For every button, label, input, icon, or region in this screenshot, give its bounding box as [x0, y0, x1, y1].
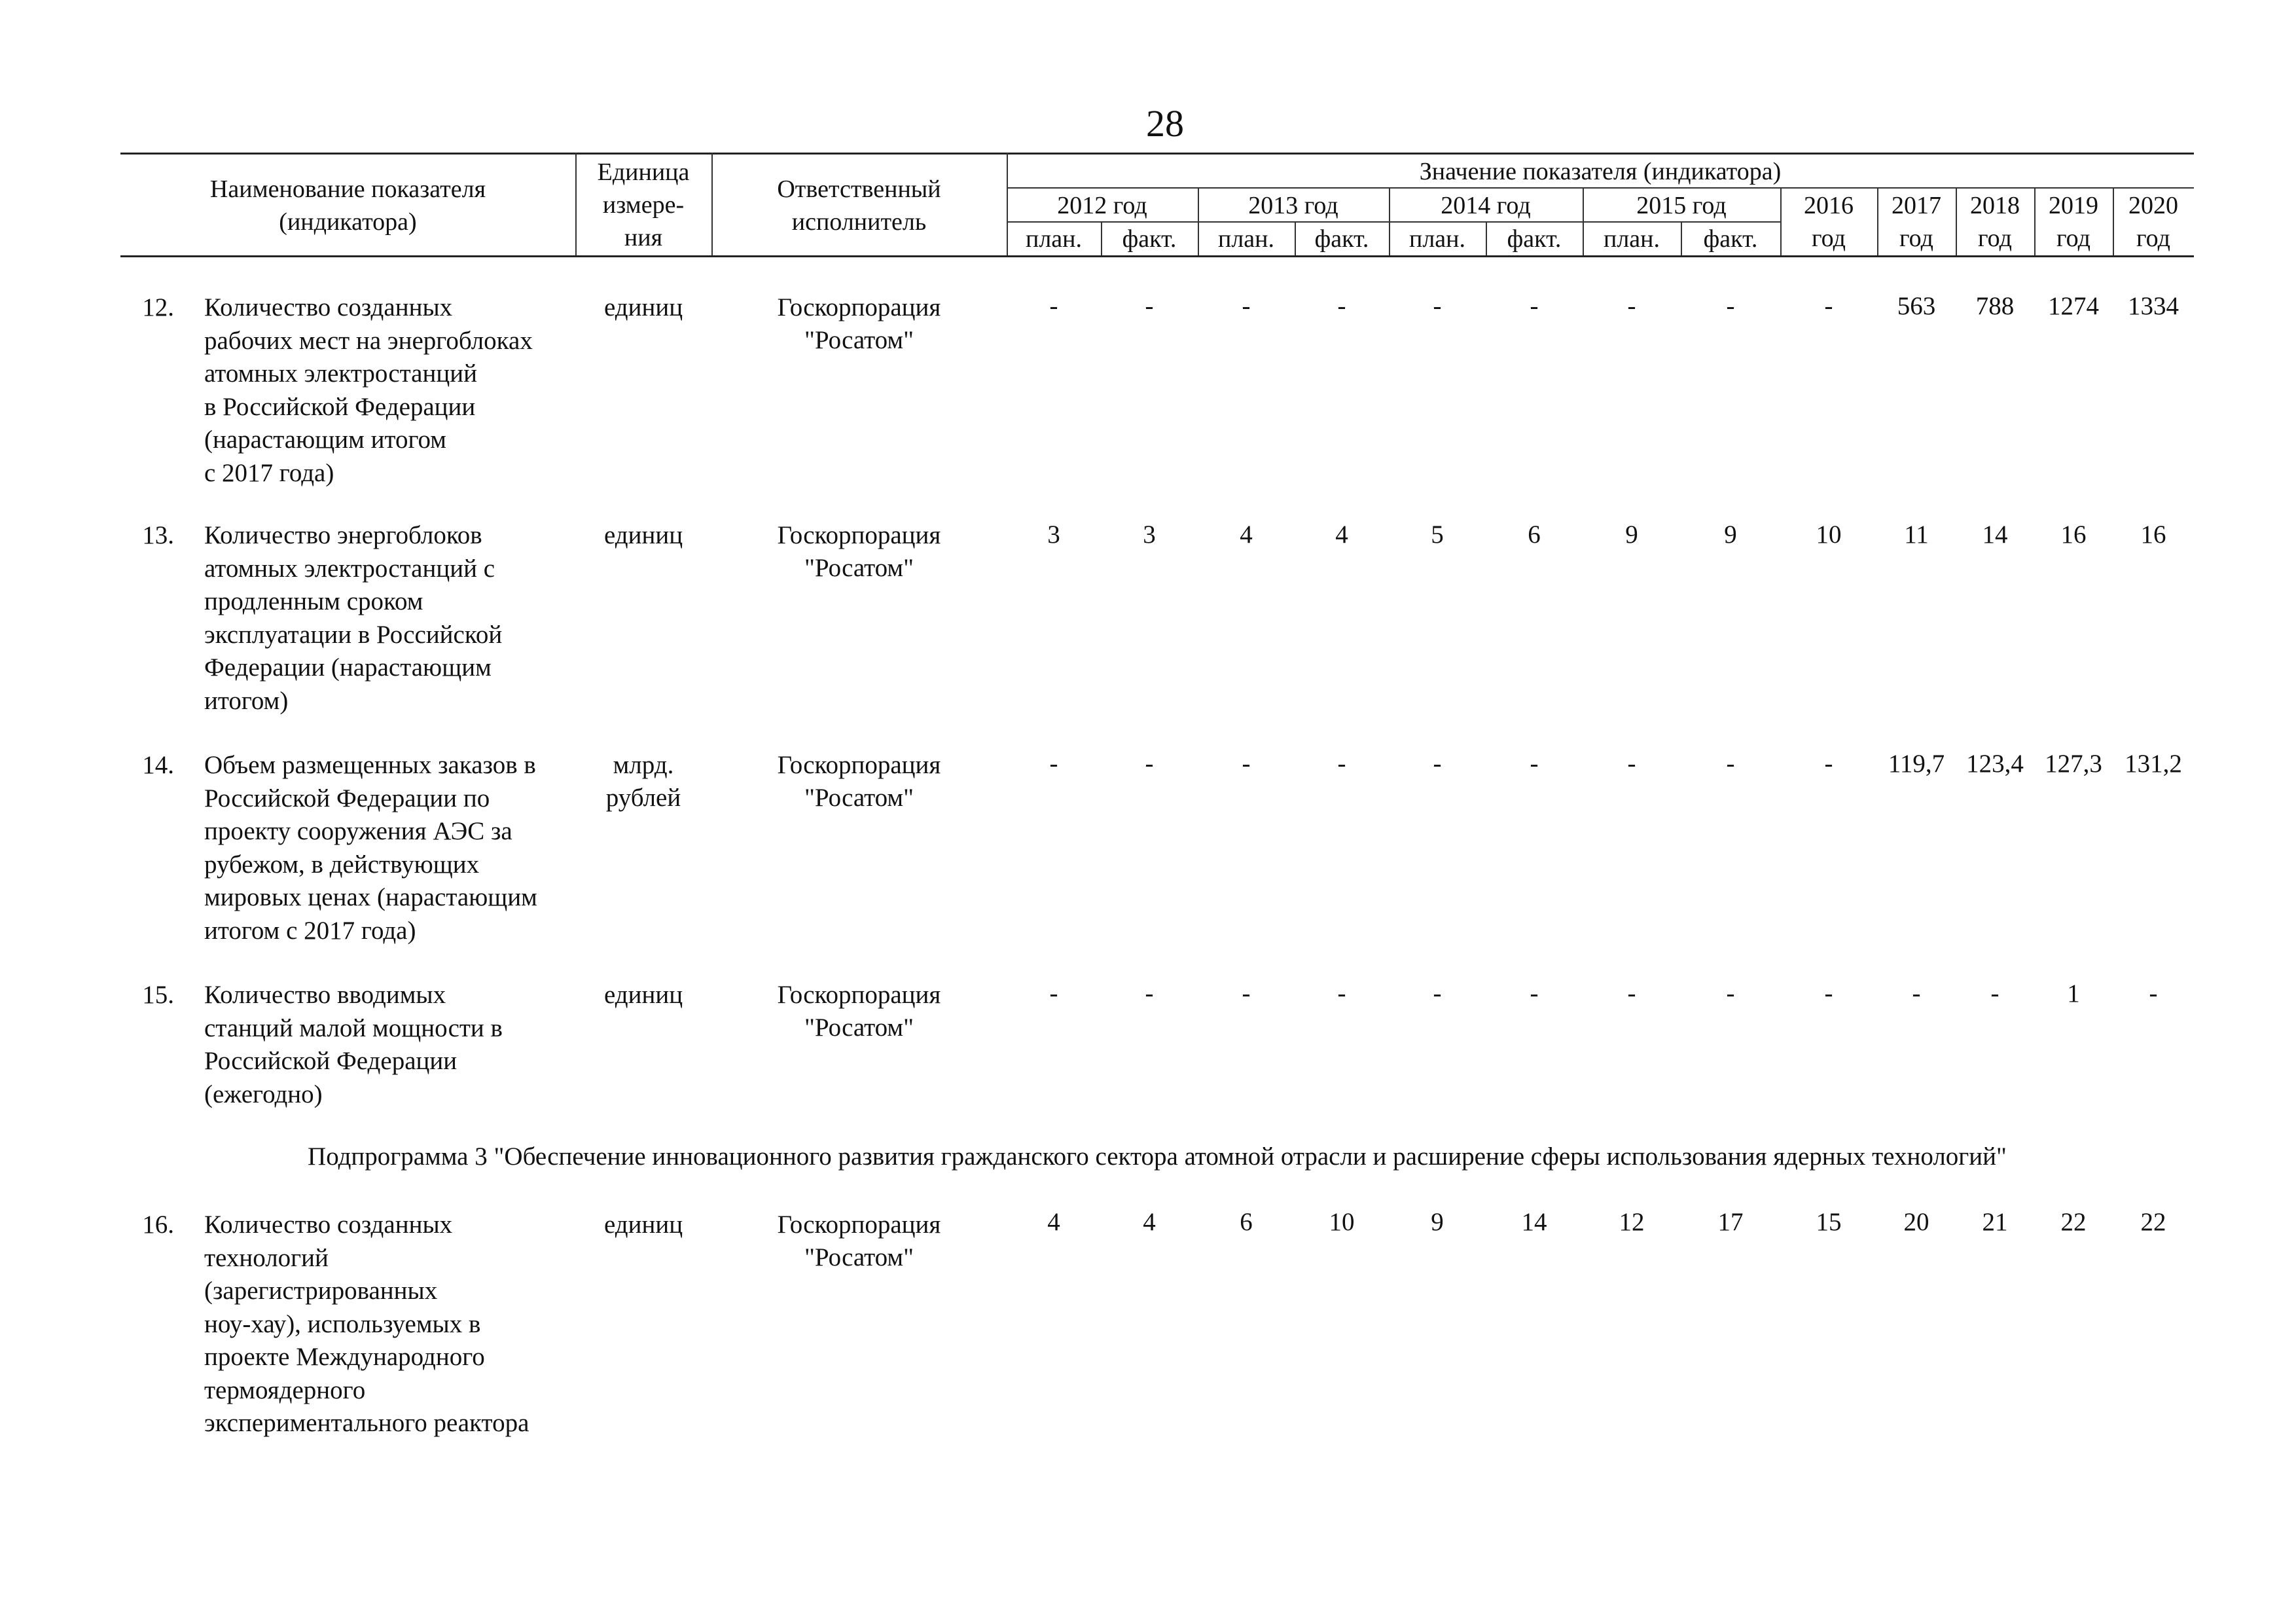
- value-cell: 4: [1240, 520, 1253, 549]
- responsible-cell: Госкорпорация "Росатом": [777, 293, 941, 354]
- value-cell: 10: [1329, 1208, 1355, 1236]
- value-cell: -: [1145, 750, 1154, 778]
- value-cell: -: [1337, 979, 1346, 1008]
- value-cell: 22: [2060, 1208, 2087, 1236]
- page-number: 28: [1146, 102, 1184, 145]
- value-cell: 123,4: [1966, 750, 2024, 778]
- value-cell: 11: [1904, 520, 1929, 549]
- header-2012-fact: факт.: [1122, 225, 1177, 253]
- value-cell: -: [1433, 292, 1442, 320]
- value-cell: 1274: [2048, 292, 2099, 320]
- value-cell: -: [1726, 979, 1735, 1008]
- value-cell: -: [1242, 750, 1251, 778]
- value-cell: 3: [1143, 520, 1156, 549]
- header-unit-col: Единица измере- ния: [597, 158, 690, 251]
- value-cell: 9: [1625, 520, 1638, 549]
- header-2015-fact: факт.: [1703, 225, 1758, 253]
- value-cell: 16: [2140, 520, 2166, 549]
- header-2014-fact: факт.: [1507, 225, 1562, 253]
- value-cell: -: [1726, 292, 1735, 320]
- value-cell: -: [1433, 750, 1442, 778]
- value-cell: -: [1049, 750, 1058, 778]
- value-cell: 1334: [2128, 292, 2179, 320]
- value-cell: 17: [1717, 1208, 1744, 1236]
- value-cell: -: [1145, 292, 1154, 320]
- value-cell: -: [1145, 979, 1154, 1008]
- unit-cell: единиц: [603, 293, 683, 321]
- value-cell: 127,3: [2045, 750, 2102, 778]
- table-top-rule: [120, 153, 2194, 155]
- value-cell: -: [1627, 750, 1636, 778]
- value-cell: 20: [1903, 1208, 1929, 1236]
- indicator-name: Количество энергоблоков атомных электростанций с продленным сроком эксплуатации в Российской Федерации (нарастающим итогом): [204, 521, 503, 715]
- value-cell: -: [2149, 979, 2158, 1008]
- row-number: 15.: [142, 981, 174, 1009]
- value-cell: 10: [1816, 520, 1842, 549]
- value-cell: -: [1824, 979, 1833, 1008]
- value-cell: 131,2: [2125, 750, 2182, 778]
- value-cell: -: [1990, 979, 2000, 1008]
- value-cell: -: [1824, 292, 1833, 320]
- value-cell: 1: [2067, 979, 2080, 1008]
- header-year-2013: 2013 год: [1248, 192, 1338, 219]
- value-cell: -: [1337, 750, 1346, 778]
- subprogram-heading: Подпрограмма 3 "Обеспечение инновационного развития гражданского сектора атомной отрасли и расширение сферы использования ядерных технологий": [308, 1142, 2007, 1171]
- header-year-2012: 2012 год: [1057, 192, 1147, 219]
- value-cell: -: [1433, 979, 1442, 1008]
- responsible-cell: Госкорпорация "Росатом": [777, 981, 941, 1042]
- value-cell: 6: [1528, 520, 1541, 549]
- unit-cell: единиц: [603, 981, 683, 1009]
- header-year-2016: 2016 год: [1804, 192, 1854, 252]
- header-value-group: Значение показателя (индикатора): [1419, 158, 1782, 185]
- value-cell: 9: [1724, 520, 1737, 549]
- value-cell: -: [1049, 979, 1058, 1008]
- row-number: 12.: [142, 293, 174, 321]
- value-cell: -: [1912, 979, 1921, 1008]
- value-cell: 15: [1816, 1208, 1842, 1236]
- unit-cell: единиц: [603, 521, 683, 549]
- value-cell: 22: [2140, 1208, 2166, 1236]
- value-cell: -: [1627, 979, 1636, 1008]
- value-cell: -: [1726, 750, 1735, 778]
- value-cell: 6: [1240, 1208, 1253, 1236]
- header-bottom-rule: [120, 255, 2194, 257]
- value-cell: 788: [1975, 292, 2015, 320]
- value-cell: 21: [1982, 1208, 2008, 1236]
- value-cell: 9: [1431, 1208, 1444, 1236]
- header-resp-col: Ответственный исполнитель: [777, 175, 941, 236]
- header-2013-fact: факт.: [1314, 225, 1369, 253]
- header-year-2020: 2020 год: [2128, 192, 2178, 252]
- responsible-cell: Госкорпорация "Росатом": [777, 1211, 941, 1271]
- value-cell: 14: [1982, 520, 2008, 549]
- header-name-col: Наименование показателя (индикатора): [209, 175, 486, 236]
- value-cell: -: [1530, 750, 1539, 778]
- row-number: 16.: [142, 1211, 174, 1239]
- value-cell: 3: [1047, 520, 1060, 549]
- header-2015-plan: план.: [1603, 225, 1660, 253]
- value-cell: -: [1530, 979, 1539, 1008]
- value-cell: -: [1337, 292, 1346, 320]
- header-year-2015: 2015 год: [1636, 192, 1727, 219]
- header-year-2019: 2019 год: [2049, 192, 2098, 252]
- indicator-name: Объем размещенных заказов в Российской Федерации по проекту сооружения АЭС за рубежом, в действующих мировых ценах (нарастающим итогом с 2017 года): [204, 751, 537, 945]
- value-cell: -: [1627, 292, 1636, 320]
- value-cell: -: [1824, 750, 1833, 778]
- header-2013-plan: план.: [1217, 225, 1274, 253]
- value-cell: -: [1049, 292, 1058, 320]
- row-number: 14.: [142, 751, 174, 779]
- value-cell: -: [1530, 292, 1539, 320]
- value-cell: 5: [1431, 520, 1444, 549]
- responsible-cell: Госкорпорация "Росатом": [777, 521, 941, 582]
- row-number: 13.: [142, 521, 174, 549]
- header-year-2017: 2017 год: [1892, 192, 1941, 252]
- value-cell: 4: [1047, 1208, 1060, 1236]
- unit-cell: единиц: [603, 1211, 683, 1239]
- unit-cell: млрд. рублей: [605, 751, 681, 812]
- value-cell: 119,7: [1888, 750, 1945, 778]
- responsible-cell: Госкорпорация "Росатом": [777, 751, 941, 812]
- value-cell: 4: [1335, 520, 1348, 549]
- value-cell: 12: [1619, 1208, 1645, 1236]
- value-cell: 16: [2060, 520, 2087, 549]
- value-cell: -: [1242, 979, 1251, 1008]
- indicator-name: Количество вводимых станций малой мощности в Российской Федерации (ежегодно): [204, 981, 503, 1108]
- header-2012-plan: план.: [1025, 225, 1082, 253]
- header-2014-plan: план.: [1408, 225, 1465, 253]
- value-cell: 563: [1897, 292, 1936, 320]
- header-year-2018: 2018 год: [1970, 192, 2020, 252]
- header-year-2014: 2014 год: [1441, 192, 1531, 219]
- value-cell: -: [1242, 292, 1251, 320]
- indicator-name: Количество созданных технологий (зарегистрированных ноу-хау), используемых в проекте Международного термоядерного экспериментального реактора: [204, 1211, 529, 1437]
- indicator-name: Количество созданных рабочих мест на энергоблоках атомных электростанций в Российской Федерации (нарастающим итогом с 2017 года): [204, 293, 533, 487]
- value-cell: 4: [1143, 1208, 1156, 1236]
- value-cell: 14: [1521, 1208, 1547, 1236]
